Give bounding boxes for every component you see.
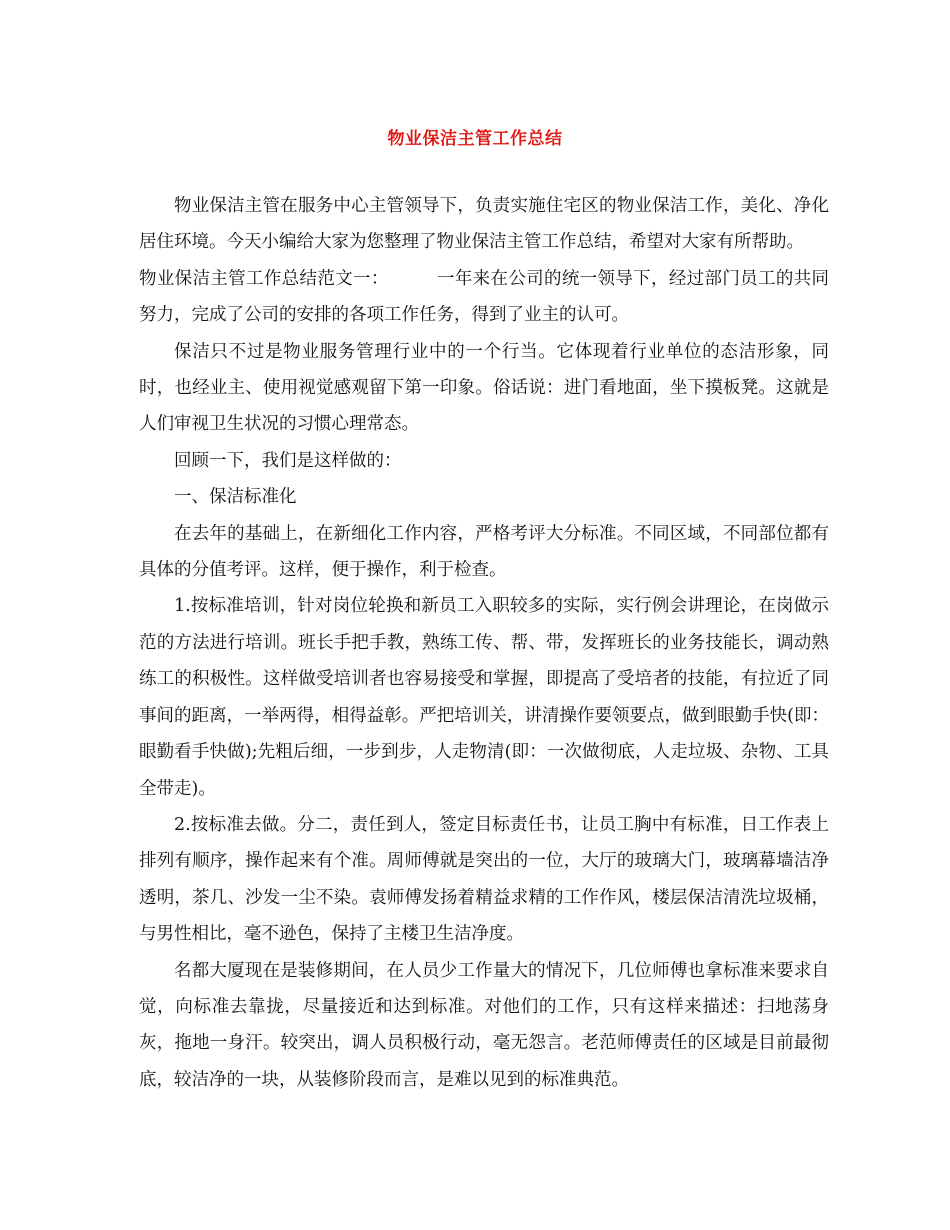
sample-paragraph	[139, 261, 829, 334]
review-paragraph: 回顾一下，我们是这样做的：	[174, 450, 402, 471]
standardization-paragraph: 在去年的基础上，在新细化工作内容，严格考评大分标准。不同区域，不同部位都有具体的分值考评。这样，便于操作，利于检查。	[139, 523, 829, 581]
sample-text: 一年来在公司的统一领导下，经过部门员工的共同努力，完成了公司的安排的各项工作任务，得到了业主的认可。	[139, 268, 830, 326]
sample-heading: 物业保洁主管工作总结范文一：	[139, 268, 389, 289]
execution-paragraph: 2.按标准去做。分二，责任到人，签定目标责任书，让员工胸中有标准，日工作表上排列有顺序，操作起来有个准。周师傅就是突出的一位，大厅的玻璃大门，玻璃幕墙洁净透明，茶几、沙发一尘不染。袁师傅发扬着精益求精的工作作风，楼层保洁清洗垃圾桶，与男性相比，毫不逊色，保持了主楼卫生洁净度。	[139, 814, 829, 945]
document-body	[139, 188, 829, 1098]
renovation-paragraph: 名都大厦现在是装修期间，在人员少工作量大的情况下，几位师傅也拿标准来要求自觉，向标准去靠拢，尽量接近和达到标准。对他们的工作，只有这样来描述：扫地荡身灰，拖地一身汗。较突出，调人员积极行动，毫无怨言。老范师傅责任的区域是目前最彻底，较洁净的一块，从装修阶段而言，是难以见到的标准典范。	[139, 960, 829, 1090]
section-heading: 一、保洁标准化	[174, 487, 297, 508]
document-title: 物业保洁主管工作总结	[387, 129, 563, 149]
intro-paragraph: 物业保洁主管在服务中心主管领导下，负责实施住宅区的物业保洁工作，美化、净化居住环境。今天小编给大家为您整理了物业保洁主管工作总结，希望对大家有所帮助。	[139, 196, 829, 253]
cleaning-overview-paragraph: 保洁只不过是物业服务管理行业中的一个行当。它体现着行业单位的态洁形象，同时，也经业主、使用视觉感观留下第一印象。俗话说：进门看地面，坐下摸板凳。这就是人们审视卫生状况的习惯心理常态。	[139, 341, 829, 435]
training-paragraph: 1.按标准培训，针对岗位轮换和新员工入职较多的实际，实行例会讲理论，在岗做示范的方法进行培训。班长手把手教，熟练工传、帮、带，发挥班长的业务技能长，调动熟练工的积极性。这样做受培训者也容易接受和掌握，即提高了受培者的技能，有拉近了同事间的距离，一举两得，相得益彰。严把培训关，讲清操作要领要点，做到眼勤手快(即：眼勤看手快做);先粗后细，一步到步，人走物清(即：一次做彻底，人走垃圾、杂物、工具全带走)。	[139, 596, 829, 799]
